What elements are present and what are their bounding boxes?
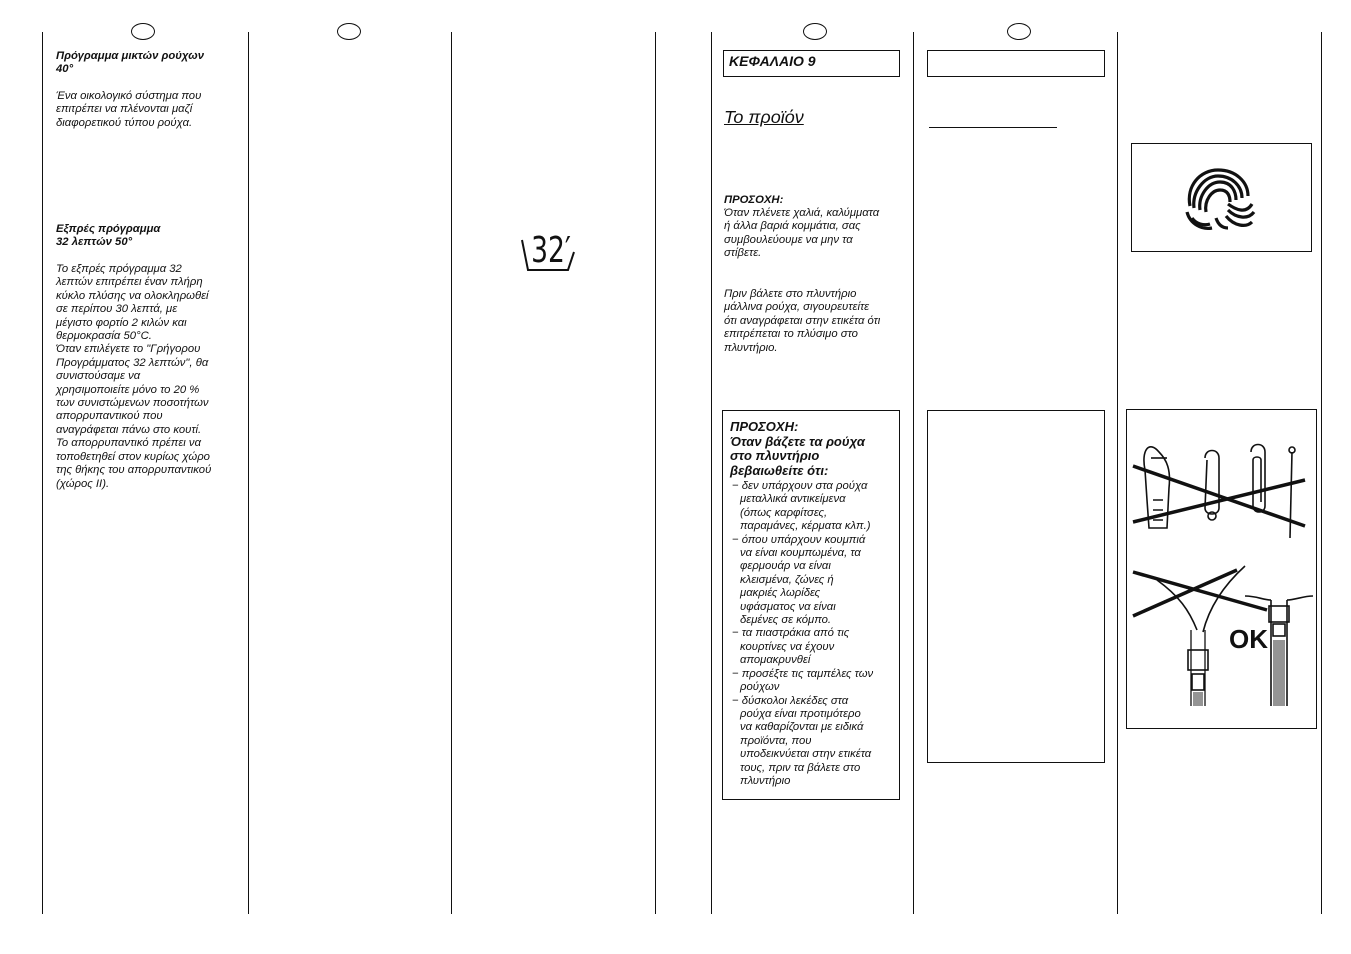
- column-divider: [711, 32, 712, 914]
- chapter-heading-box: [723, 50, 900, 77]
- registration-oval: [337, 23, 361, 40]
- objects-image-box: [1126, 409, 1317, 729]
- column-divider: [1117, 32, 1118, 914]
- express-32-label: 32′: [531, 228, 571, 271]
- caution1-text: Όταν πλένετε χαλιά, καλύμματα ή άλλα βαριά κομμάτια, σας συμβουλεύουμε να μην τα στίβετε.: [724, 207, 880, 260]
- ok-label: OK: [1229, 624, 1268, 654]
- caution2-box: [722, 410, 900, 800]
- caution2-list: [730, 480, 893, 788]
- express-32-icon: [518, 222, 578, 274]
- registration-oval: [131, 23, 155, 40]
- registration-oval: [803, 23, 827, 40]
- wool-icon: [1132, 144, 1313, 253]
- list-item: − δεν υπάρχουν στα ρούχα μεταλλικά αντικείμενα (όπως καρφίτσες, παραμάνες, κέρματα κλπ.): [732, 480, 871, 533]
- caution1-title: ΠΡΟΣΟΧΗ:: [724, 194, 784, 206]
- column-divider: [1321, 32, 1322, 914]
- list-item: − όπου υπάρχουν κουμπιά να είναι κουμπωμένα, τα φερμουάρ να είναι κλεισμένα, ζώνες ή μακριές λωρίδες υφάσματος να είναι δεμένες σε κόμπο.: [732, 533, 866, 627]
- express-program-text: Το εξπρές πρόγραμμα 32 λεπτών επιτρέπει έναν πλήρη κύκλο πλύσης να ολοκληρωθεί σε περίπου 30 λεπτά, με μέγιστο φορτίο 2 κιλών και θερμοκρασία 50°C. Όταν επιλέγετε το "Γρήγορου Προγράμματος 32 λεπτών", θα συνιστούσαμε να χρησιμοποιείτε μόνο το 20 % των συνιστώμενων ποσοτήτων απορρυπαντικού που αναγράφεται πάνω στο κουτί. Το απορρυπαντικό πρέπει να τοποθετηθεί στον κυρίως χώρο της θήκης του απορρυπαντικού (χώρος ΙΙ).: [56, 263, 212, 490]
- registration-oval: [1007, 23, 1031, 40]
- column-divider: [913, 32, 914, 914]
- column-divider: [42, 32, 43, 914]
- mixed-program-title: Πρόγραμμα μικτών ρούχων 40°: [56, 50, 205, 76]
- no-metal-objects-illustration: [1127, 410, 1318, 730]
- wool-text: Πριν βάλετε στο πλυντήριο μάλλινα ρούχα, σιγουρευτείτε ότι αναγράφεται στην ετικέτα ότι επιτρέπεται το πλύσιμο στο πλυντήριο.: [724, 288, 881, 354]
- wool-image-box: [1131, 143, 1312, 252]
- section-title: Το προϊόν: [724, 107, 804, 127]
- caution2-heading: ΠΡΟΣΟΧΗ: Όταν βάζετε τα ρούχα στο πλυντήριο βεβαιωθείτε ότι:: [730, 419, 865, 478]
- empty-warning-box: [927, 410, 1105, 763]
- list-item: − προσέξτε τις ταμπέλες των ρούχων: [732, 667, 874, 694]
- column-divider: [451, 32, 452, 914]
- list-item: − τα πιαστράκια από τις κουρτίνες να έχουν απομακρυνθεί: [732, 627, 850, 667]
- list-item: − δύσκολοι λεκέδες στα ρούχα είναι προτιμότερο να καθαρίζονται με ειδικά προϊόντα, που υποδεικνύεται στην ετικέτα τους, πριν τα βάλετε στο πλυντήριο: [732, 694, 872, 787]
- chapter-label: ΚΕΦΑΛΑΙΟ 9: [729, 53, 816, 69]
- mixed-program-text: Ένα οικολογικό σύστημα που επιτρέπει να πλένονται μαζί διαφορετικού τύπου ρούχα.: [56, 90, 202, 129]
- column-divider: [655, 32, 656, 914]
- empty-heading-box: [927, 50, 1105, 77]
- column-divider: [248, 32, 249, 914]
- empty-title-underline: [929, 127, 1057, 128]
- express-program-title: Εξπρές πρόγραμμα 32 λεπτών 50°: [56, 223, 161, 249]
